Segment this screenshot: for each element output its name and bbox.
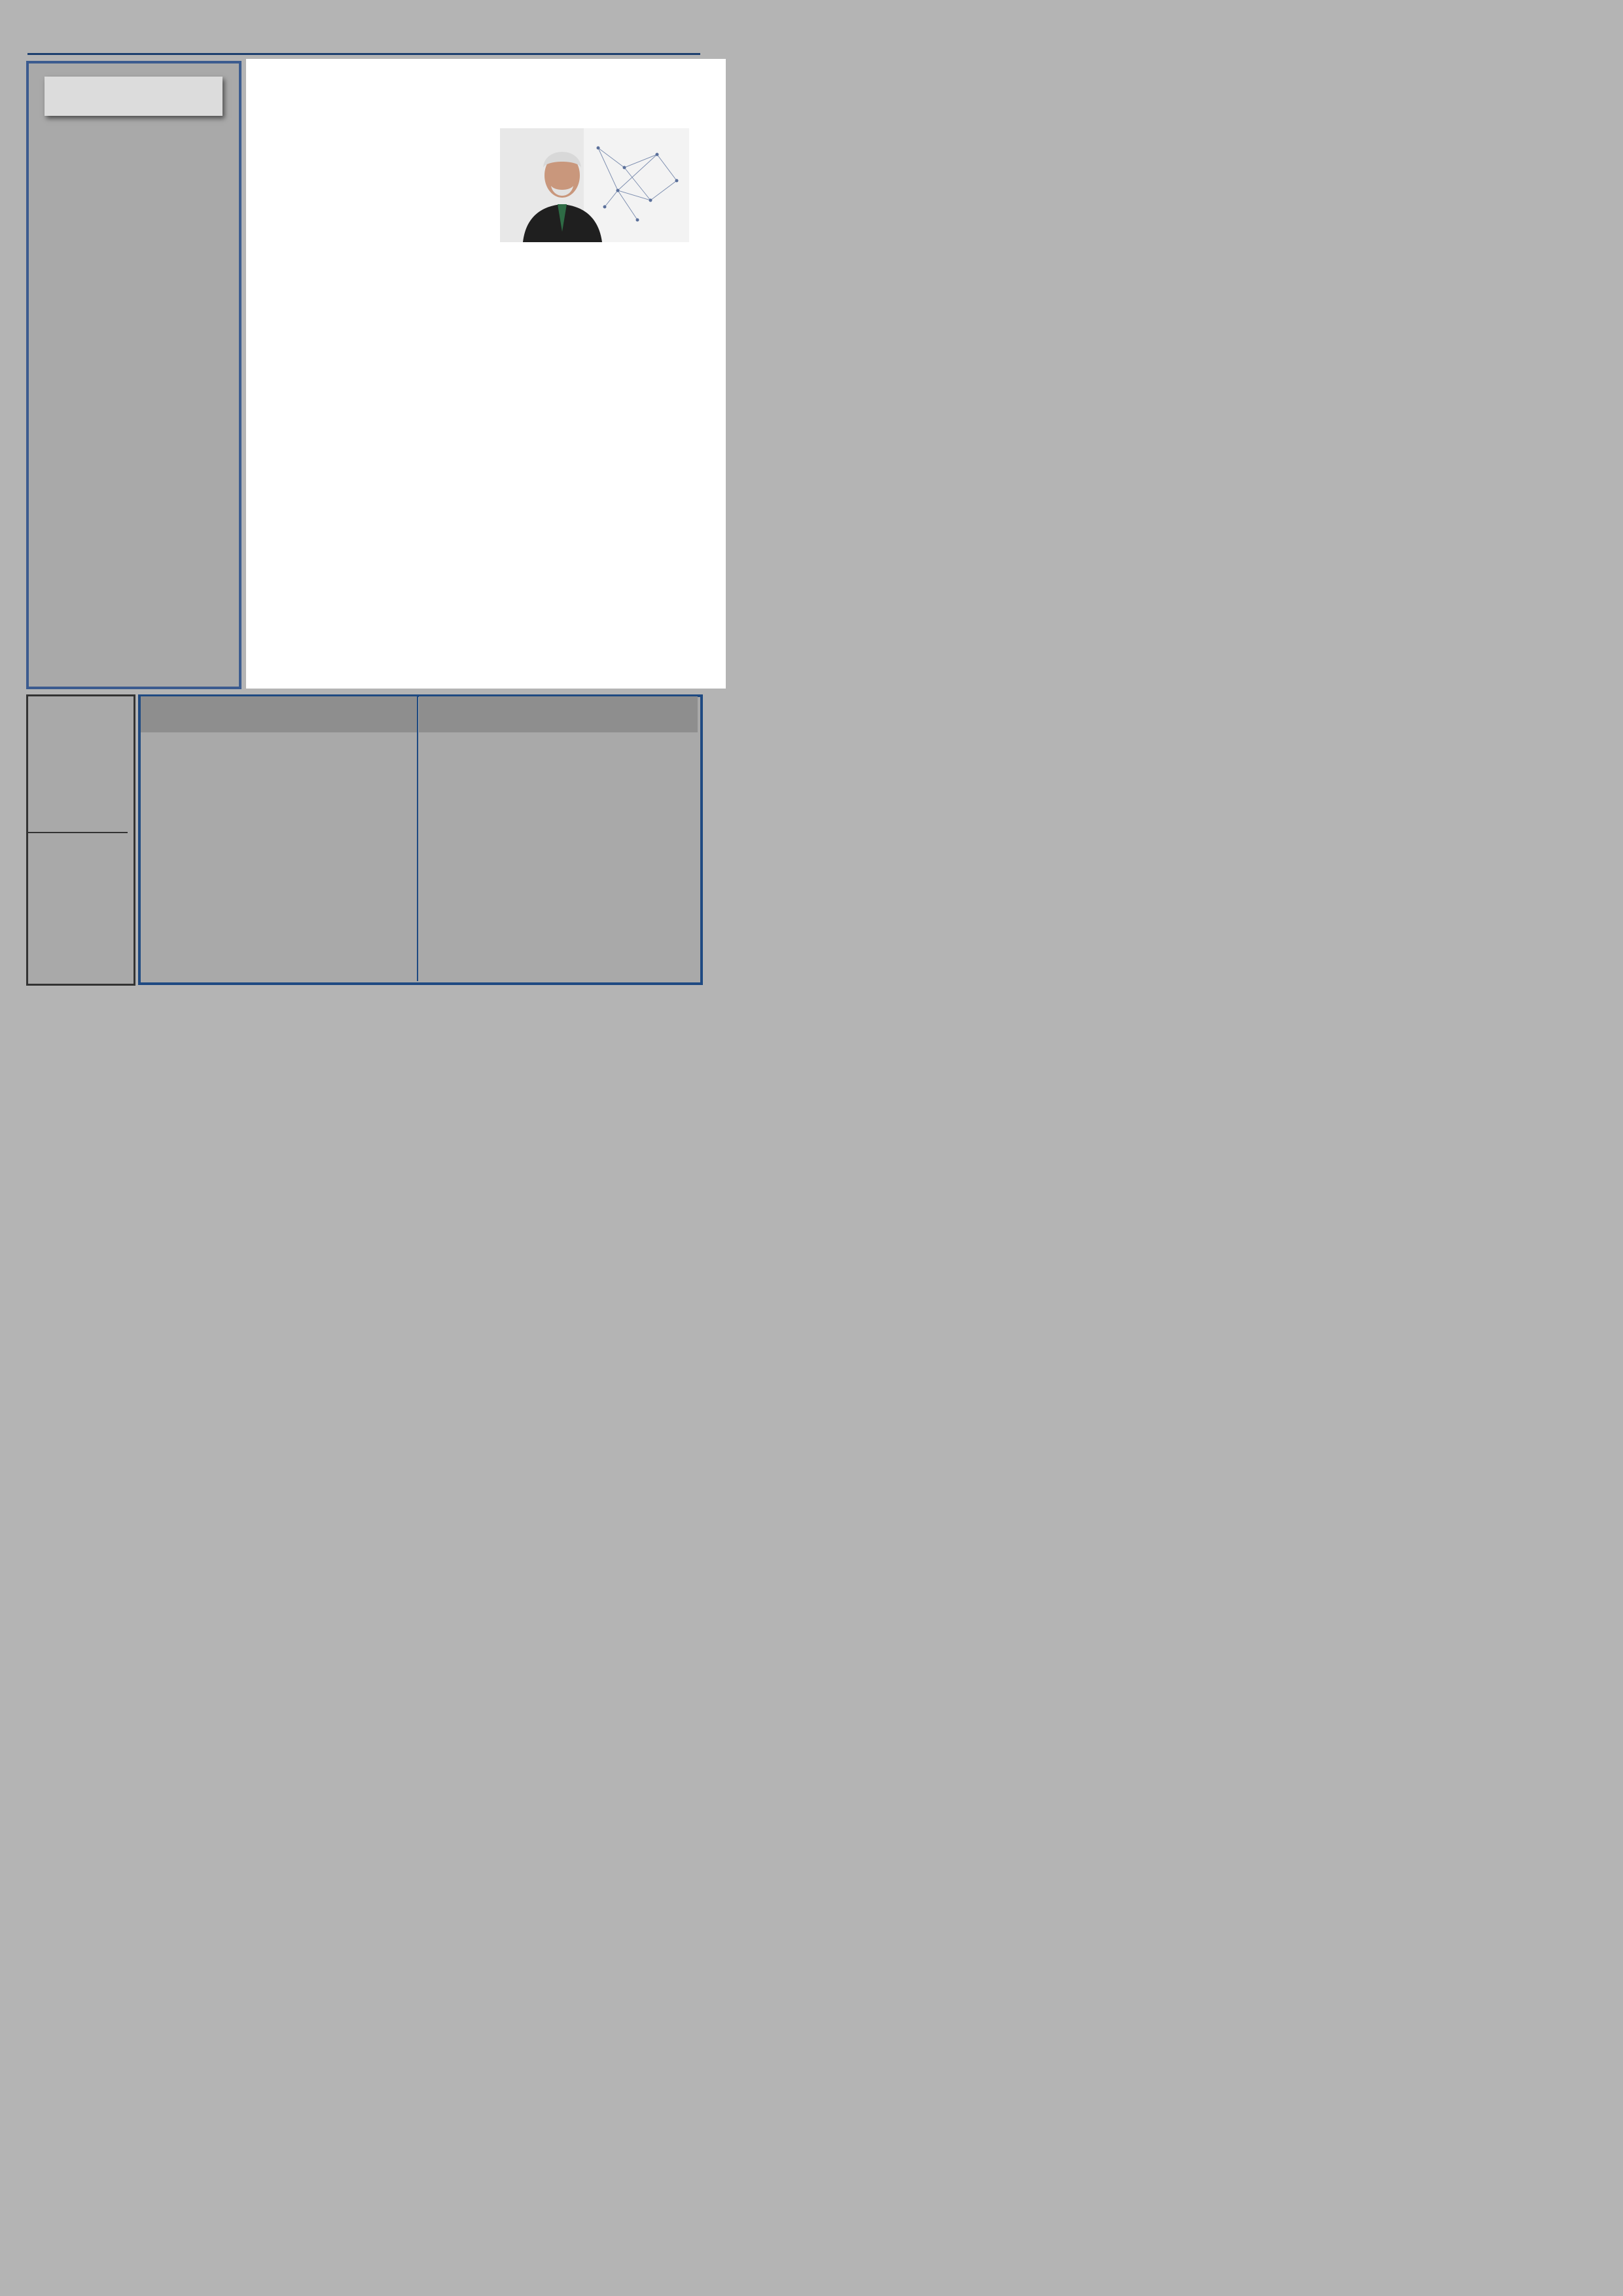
author-photo — [500, 128, 689, 242]
emergency-item — [31, 797, 130, 811]
emergency-divider — [27, 832, 128, 833]
history-60-band — [419, 696, 698, 732]
article-column-1 — [255, 124, 471, 126]
emergency-name — [31, 770, 100, 784]
history-divider — [417, 696, 418, 981]
author-photo-illustration — [500, 128, 689, 242]
emergency-item — [31, 744, 130, 757]
emergency-item — [31, 770, 130, 784]
editorial-box — [26, 61, 241, 689]
history-30-band — [141, 696, 417, 732]
emergency-item — [31, 783, 130, 797]
history-box — [138, 694, 703, 985]
emergency-name — [31, 757, 100, 770]
emergency-item — [31, 757, 130, 770]
editorial-badge — [45, 77, 223, 116]
header-rule — [27, 53, 700, 55]
emergency-name — [31, 797, 100, 811]
emergency-list — [31, 730, 130, 810]
emergency-name — [31, 730, 100, 744]
emergency-name — [31, 744, 100, 757]
emergency-item — [31, 730, 130, 744]
emergency-name — [31, 783, 100, 797]
